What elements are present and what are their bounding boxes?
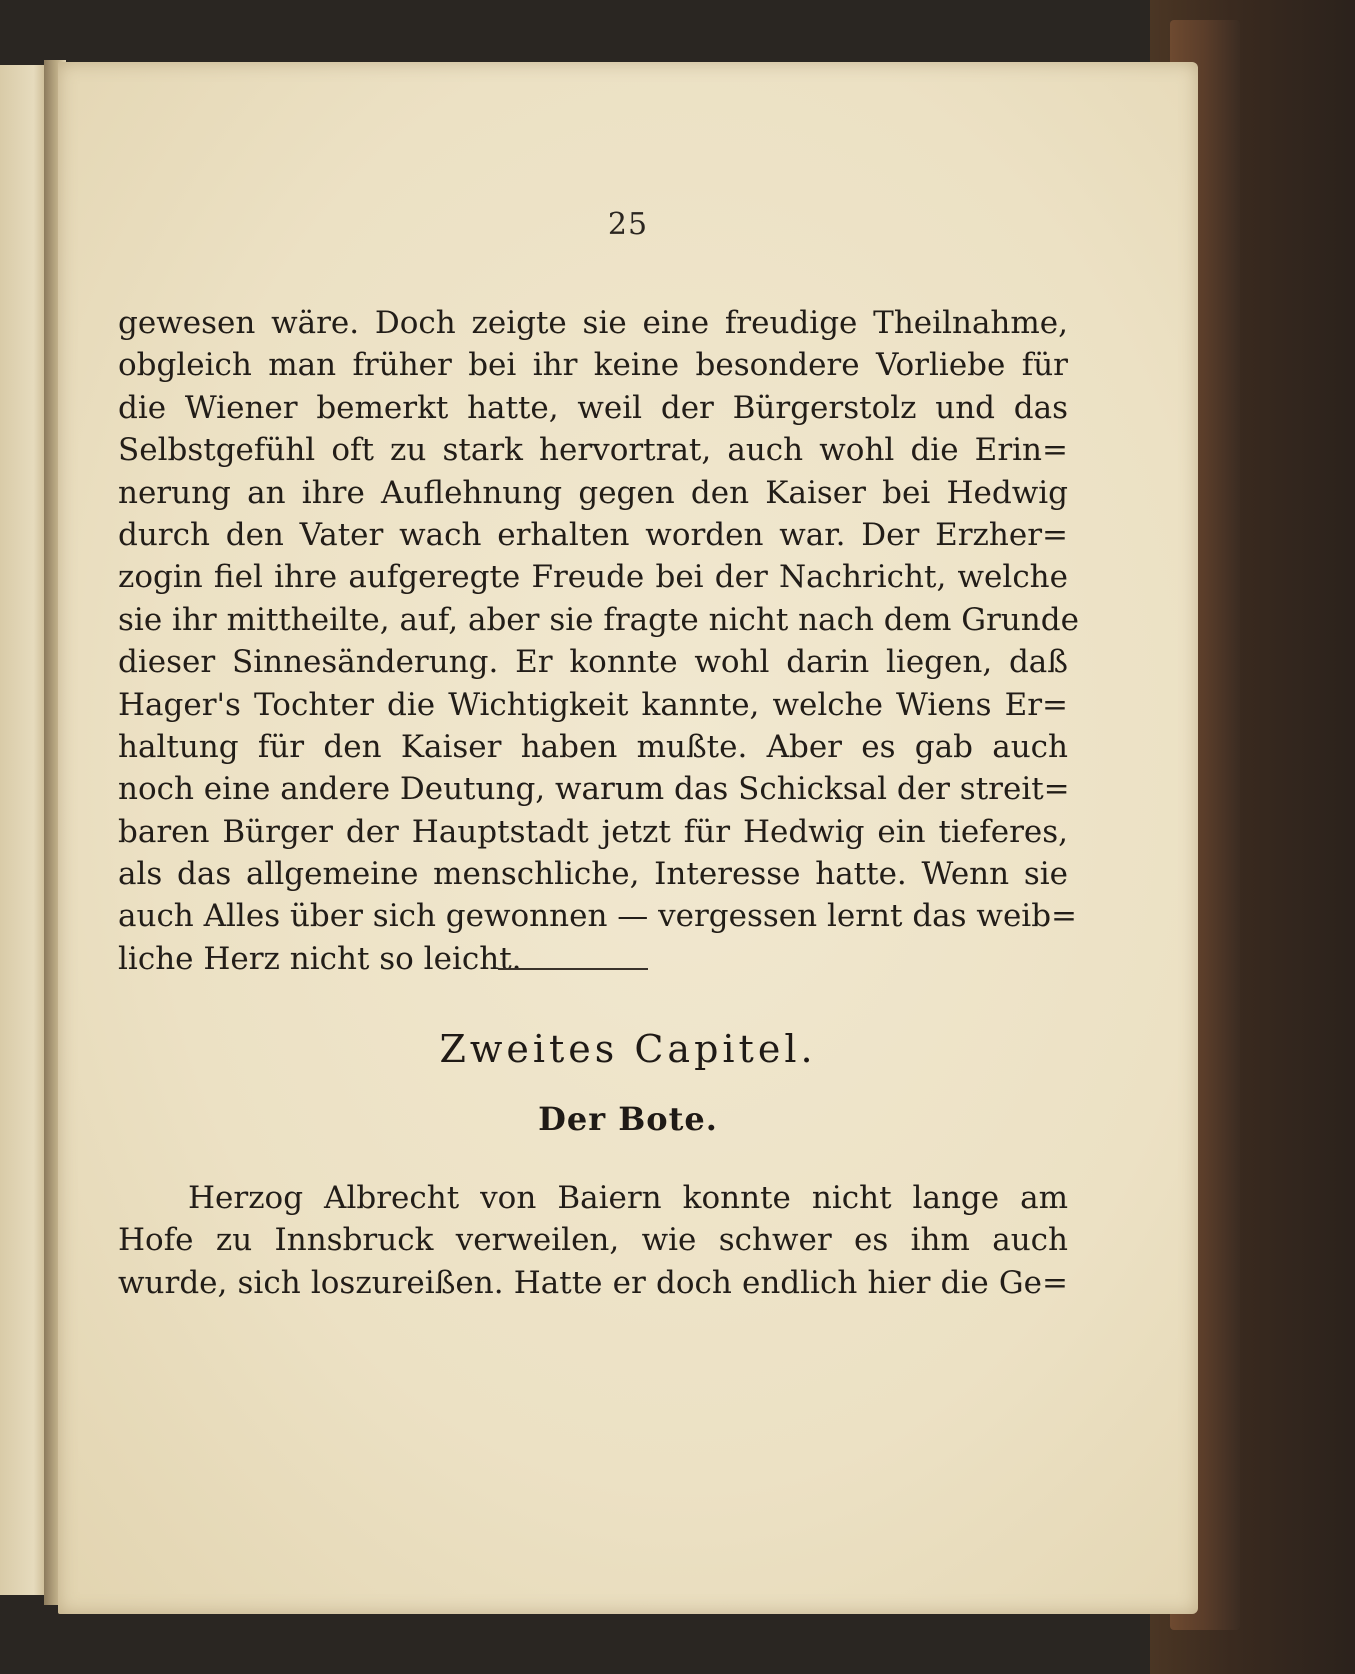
text-line: baren Bürger der Hauptstadt jetzt für Hedwig ein tieferes, bbox=[118, 813, 1068, 850]
chapter-title: Zweites Capitel. bbox=[439, 1027, 817, 1071]
left-page-edge bbox=[0, 65, 48, 1595]
paragraph-2 bbox=[118, 1177, 1068, 1304]
text-line: haltung für den Kaiser haben mußte. Aber es gab auch bbox=[118, 728, 1068, 765]
text-line: Selbstgefühl oft zu stark hervortrat, auch wohl die Erin= bbox=[118, 432, 1068, 469]
text-line: sie ihr mittheilte, auf, aber sie fragte nicht nach dem Grunde bbox=[118, 601, 1079, 638]
text-line: noch eine andere Deutung, warum das Schicksal der streit= bbox=[118, 771, 1070, 808]
text-line: obgleich man früher bei ihr keine besondere Vorliebe für bbox=[118, 347, 1068, 384]
text-line: gewesen wäre. Doch zeigte sie eine freudige Theilnahme, bbox=[118, 305, 1068, 341]
text-line: als das allgemeine menschliche, Interesse hatte. Wenn sie bbox=[118, 856, 1068, 893]
book-page bbox=[58, 62, 1198, 1614]
text-line: nerung an ihre Auflehnung gegen den Kaiser bei Hedwig bbox=[118, 474, 1068, 511]
text-line: Herzog Albrecht von Baiern konnte nicht lange am bbox=[188, 1180, 1068, 1216]
section-divider bbox=[498, 968, 648, 970]
text-line: Hager's Tochter die Wichtigkeit kannte, welche Wiens Er= bbox=[118, 686, 1068, 723]
page-number: 25 bbox=[607, 207, 649, 242]
text-line: die Wiener bemerkt hatte, weil der Bürgerstolz und das bbox=[118, 389, 1068, 426]
text-line: durch den Vater wach erhalten worden war. Der Erzher= bbox=[118, 516, 1068, 553]
section-title: Der Bote. bbox=[538, 1100, 718, 1138]
paragraph-1 bbox=[118, 302, 1079, 980]
text-line: zogin fiel ihre aufgeregte Freude bei der Nachricht, welche bbox=[118, 559, 1068, 596]
text-line: liche Herz nicht so leicht. bbox=[118, 940, 522, 977]
text-line: dieser Sinnesänderung. Er konnte wohl darin liegen, daß bbox=[118, 644, 1068, 681]
text-line: Hofe zu Innsbruck verweilen, wie schwer es ihm auch bbox=[118, 1222, 1068, 1259]
text-line: wurde, sich loszureißen. Hatte er doch endlich hier die Ge= bbox=[118, 1264, 1068, 1301]
text-line: auch Alles über sich gewonnen — vergessen lernt das weib= bbox=[118, 898, 1078, 935]
